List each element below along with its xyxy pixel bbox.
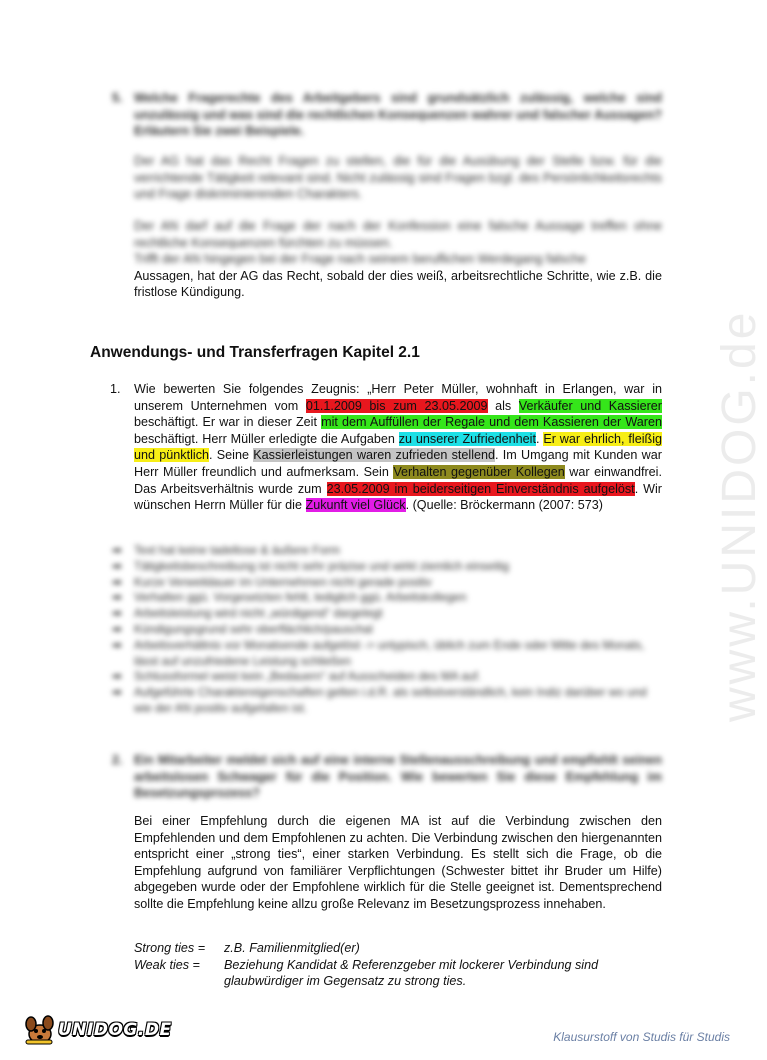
definition-text: z.B. Familienmitglied(er) [224,941,360,955]
highlight-behavior: Verhalten gegenüber Kollegen [393,464,565,479]
list-item: ➡ Aufgeführte Charaktereigenschaften gelten i.d.R. als selbstverständlich, kein Indiz darüber wo und wie der AN positiv aufgefallen ist. [112,685,662,717]
highlight-duties: mit dem Auffüllen der Regale und dem Kassieren der Waren [321,415,662,430]
definition-row [134,957,674,990]
highlight-closing: Zukunft viel Glück [305,498,406,513]
answer-ag-paragraph: Der AG hat das Recht Fragen zu stellen, die für die Ausübung der Stelle bzw. für die verrichtende Tätigkeit relevant sind. Nicht zulässig sind Fragen bzgl. des Persönlichkeitsrechts und Frage diskriminierenden Charakters. [134,154,662,202]
answer-an-line-3: Aussagen, hat der AG das Recht, sobald der dies weiß, arbeitsrechtliche Schritte, wie z.B. die fristlose Kündigung. [134,268,662,300]
list-item: ➡ Text hat keine tadellose & äußere Form [112,543,662,559]
text-segment: . Seine [209,448,254,463]
reference-text [134,381,662,514]
list-item: ➡ Tätigkeitsbeschreibung ist nicht sehr präzise und wirkt ziemlich einseitig [112,559,662,575]
question-text: Ein Mitarbeiter meldet sich auf eine interne Stellenausschreibung und empfiehlt seinen arbeitslosen Schwager für die Position. Wie bewerten Sie diese Empfehlung im Besetzungsprozess? [134,753,662,801]
ties-definitions [134,940,674,990]
text-segment: war einwandfrei. Das Arbeitsverhältnis wurde zum [134,464,662,496]
question-number: 1. [110,382,121,396]
answer-an-line-1: Der AN darf auf die Frage der nach der Konfession eine falsche Aussage treffen ohne rechtliche Konsequenzen fürchten zu müssen. [134,219,662,250]
definition-text: Beziehung Kandidat & Referenzgeber mit lockerer Verbindung sind glaubwürdiger im Gegensatz zu strong ties. [224,957,599,989]
evaluation-bullets [112,543,662,717]
text-segment: als [487,398,519,413]
text-segment: . [535,431,544,446]
answer-an-paragraph [134,218,662,301]
list-item: ➡ Arbeitsleistung wird nicht „würdigend“ dargelegt [112,606,662,622]
list-item: ➡ Kurze Verweildauer im Unternehmen nicht gerade positiv [112,575,662,591]
question-text: Welche Fragerechte des Arbeitgebers sind grundsätzlich zulässig, welche sind unzulässig und was sind die rechtlichen Konsequenzen wahrer und falscher Aussagen? Erläutern Sie zwei Beispiele. [134,91,662,139]
list-item: ➡ Verhalten ggü. Vorgesetzten fehlt, lediglich ggü. Arbeitskollegen [112,590,662,606]
text-segment: beschäftigt. Herr Müller erledigte die Aufgaben [134,431,399,446]
highlight-satisfaction: zu unserer Zufriedenheit [398,431,536,446]
definition-term: Strong ties = [134,941,206,955]
highlight-termination: 23.05.2009 im beiderseitigen Einverständnis aufgelöst [326,481,635,496]
answer-paragraph: Bei einer Empfehlung durch die eigenen MA ist auf die Verbindung zwischen den Empfehlenden und dem Empfohlenen zu achten. Die Verbindung zwischen den hiergenannten entspricht einer „strong ties“, einer starken Verbindung. Es stellt sich die Frage, ob die Empfehlung aufgrund von familiärer Verpflichtungen (Schwester bittet ihr Bruder um Hilfe) abgegeben wurde oder der Empfohlene wirklich für die Stelle geeignet ist. Dementsprechend sollte die Empfehlung keine allzu große Relevanz im Besetzungsprozess innehaben. [134,814,662,911]
section-heading: Anwendungs- und Transferfragen Kapitel 2.1 [90,344,420,361]
question-2 [112,752,662,802]
question-5 [112,90,662,140]
answer-an-line-2: Trifft der AN hingegen bei der Frage nach seinem beruflichen Werdegang falsche [134,252,587,267]
dog-mascot-icon [22,1014,56,1046]
question-1 [110,381,662,514]
text-segment: . Wir wünschen Herrn Müller für die [134,481,662,513]
definition-term: Weak ties = [134,957,200,972]
definition-row [134,940,674,957]
list-item: ➡ Schlussformel weist kein „Bedauern“ auf Ausscheiden des MA auf. [112,669,662,685]
text-segment: . (Quelle: Bröckermann (2007: 573) [405,498,603,513]
highlight-performance: Kassierleistungen waren zufrieden stellend [253,448,496,463]
text-segment: beschäftigt. Er war in dieser Zeit [134,415,322,430]
footer-tagline: Klausurstoff von Studis für Studis [553,1030,730,1044]
watermark: www.UNIDOG.de [713,309,766,722]
question-number: 5. [112,91,123,105]
highlight-position: Verkäufer und Kassierer [518,398,663,413]
list-item: ➡ Kündigungsgrund sehr oberflächlich/pauschal [112,622,662,638]
highlight-character: Er war ehrlich, fleißig und pünktlich [134,431,663,463]
question-number: 2. [112,753,123,767]
highlight-dates: 01.1.2009 bis zum 23.05.2009 [305,398,488,413]
logo-text: UNIDOG.DE [58,1020,172,1040]
unidog-logo [22,1014,172,1046]
text-segment: . Im Umgang mit Kunden war Herr Müller freundlich und aufmerksam. Sein [134,448,662,479]
list-item: ➡ Arbeitsverhältnis vor Monatsende aufgelöst -> untypisch, üblich zum Ende oder Mitte des Monats, lässt auf unzufriedene Leistung schließen [112,638,662,670]
text-segment: Wie bewerten Sie folgendes Zeugnis: „Herr Peter Müller, wohnhaft in Erlangen, war in unserem Unternehmen vom [134,382,662,413]
